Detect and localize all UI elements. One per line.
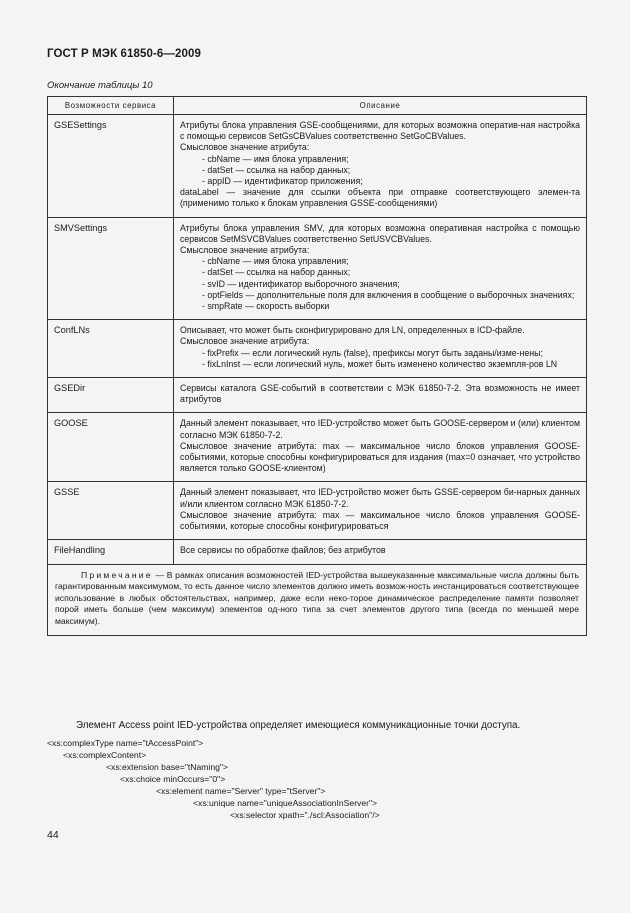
description-line: - fixLnInst — если логический нуль, может быть изменено количество экземпля-ров LN xyxy=(202,358,558,369)
page-number: 44 xyxy=(47,829,59,841)
table-row xyxy=(48,540,587,564)
description-line: - optFields — дополнительные поля для включения в сообщение о выборочных значениях; xyxy=(202,289,575,300)
description-line: - svID — идентификатор выборочного значения; xyxy=(202,278,400,289)
capability-name: GOOSE xyxy=(48,413,174,482)
table-row xyxy=(48,413,587,482)
description-line: Смысловое значение атрибута: max — максимальное число блоков управления GOOSE-событиями, которые способны конфигурироваться xyxy=(180,509,580,532)
description-line: Данный элемент показывает, что IED-устройство может быть GSSE-сервером би-нарных данных и/или клиентом согласно МЭК 61850-7-2. xyxy=(180,487,580,509)
description-line: Смысловое значение атрибута: max — максимальное число блоков управления GOOSE-событиями, которые способны конфигурироваться для издания (max=0 означает, что устройство является только GOOSE-клиентом) xyxy=(180,440,580,474)
capability-name: FileHandling xyxy=(48,540,174,564)
column-header-description: Описание xyxy=(174,97,587,115)
table-note xyxy=(48,564,587,636)
description-line: Сервисы каталога GSE-событий в соответствии с МЭК 61850-7-2. Эта возможность не имеет атрибутов xyxy=(180,383,580,405)
column-header-capability: Возможности сервиса xyxy=(48,97,174,115)
capability-description xyxy=(174,320,587,378)
code-line: <xs:extension base="tNaming"> xyxy=(106,762,228,772)
table-header-row xyxy=(48,97,587,115)
capability-description xyxy=(174,378,587,413)
service-capabilities-table xyxy=(47,96,587,636)
description-line: - cbName — имя блока управления; xyxy=(202,153,349,164)
table-row xyxy=(48,482,587,540)
description-line: - cbName — имя блока управления; xyxy=(202,256,349,267)
description-line: Смысловое значение атрибута: xyxy=(180,336,310,347)
code-line: <xs:selector xpath="./scl:Association"/> xyxy=(230,810,380,820)
capability-name: GSEDir xyxy=(48,378,174,413)
description-line: Смысловое значение атрибута: xyxy=(180,142,310,153)
capability-description xyxy=(174,413,587,482)
capability-name: GSSE xyxy=(48,482,174,540)
table-body xyxy=(48,115,587,565)
code-line: <xs:unique name="uniqueAssociationInServer"> xyxy=(193,798,378,808)
description-line: Данный элемент показывает, что IED-устройство может быть GOOSE-сервером и (или) клиентом согласно МЭК 61850-7-2. xyxy=(180,418,580,440)
description-line: - fixPrefix — если логический нуль (false), префиксы могут быть заданы/изме-нены; xyxy=(202,347,543,358)
description-line: dataLabel — значение для ссылки объекта при отправке соответствующего элемен-та (применимо только к блокам управления GSSE-сообщениями) xyxy=(180,187,580,209)
description-line: - smpRate — скорость выборки xyxy=(202,301,330,312)
note-row xyxy=(48,564,587,636)
description-line: Атрибуты блока управления SMV, для которых возможна оперативная настройка с помощью сервисов SetMSVCBValues соответственно SetUSVCBValues. xyxy=(180,222,580,244)
code-line: <xs:complexContent> xyxy=(63,750,147,760)
access-point-paragraph: Элемент Access point IED-устройства определяет имеющиеся коммуникационные точки доступа. xyxy=(76,720,521,731)
description-line: - appID — идентификатор приложения; xyxy=(202,176,363,187)
capability-name: GSESettings xyxy=(48,115,174,218)
note-text: — В рамках описания возможностей IED-устройства вышеуказанные максимальные числа должны быть гарантированным максимумом, то есть данное число элементов должно иметь возмож-ность инстанцироваться соответствующее использование в любых обстоятельствах, например, даже если неко-торое динамическое распределение памяти позволяет порой иметь больше (чем максимум) элементов од-ного типа за счет элементов другого типа (всегда по меньшей мере максимум). xyxy=(55,569,579,626)
description-line: - datSet — ссылка на набор данных; xyxy=(202,164,351,175)
standard-header: ГОСТ Р МЭК 61850-6—2009 xyxy=(47,48,201,60)
table-row xyxy=(48,217,587,320)
code-line: <xs:element name="Server" type="tServer"> xyxy=(156,786,326,796)
capability-description xyxy=(174,482,587,540)
capability-name: ConfLNs xyxy=(48,320,174,378)
description-line: Смысловое значение атрибута: xyxy=(180,245,310,256)
capability-name: SMVSettings xyxy=(48,217,174,320)
table-caption: Окончание таблицы 10 xyxy=(47,80,153,91)
capability-description xyxy=(174,217,587,320)
capability-description xyxy=(174,540,587,564)
description-line: Описывает, что может быть сконфигурировано для LN, определенных в ICD-файле. xyxy=(180,325,525,336)
code-line: <xs:choice minOccurs="0"> xyxy=(120,774,226,784)
capability-description xyxy=(174,115,587,218)
description-line: - datSet — ссылка на набор данных; xyxy=(202,267,351,278)
note-label: Примечание xyxy=(81,569,153,580)
description-line: Все сервисы по обработке файлов; без атрибутов xyxy=(180,545,386,556)
table-row xyxy=(48,115,587,218)
table-row xyxy=(48,320,587,378)
table-row xyxy=(48,378,587,413)
code-line: <xs:complexType name="tAccessPoint"> xyxy=(47,738,204,748)
description-line: Атрибуты блока управления GSE-сообщениями, для которых возможна оператив-ная настройка с помощью сервисов SetGsCBValues соответственно SetGoCBValues. xyxy=(180,120,580,142)
